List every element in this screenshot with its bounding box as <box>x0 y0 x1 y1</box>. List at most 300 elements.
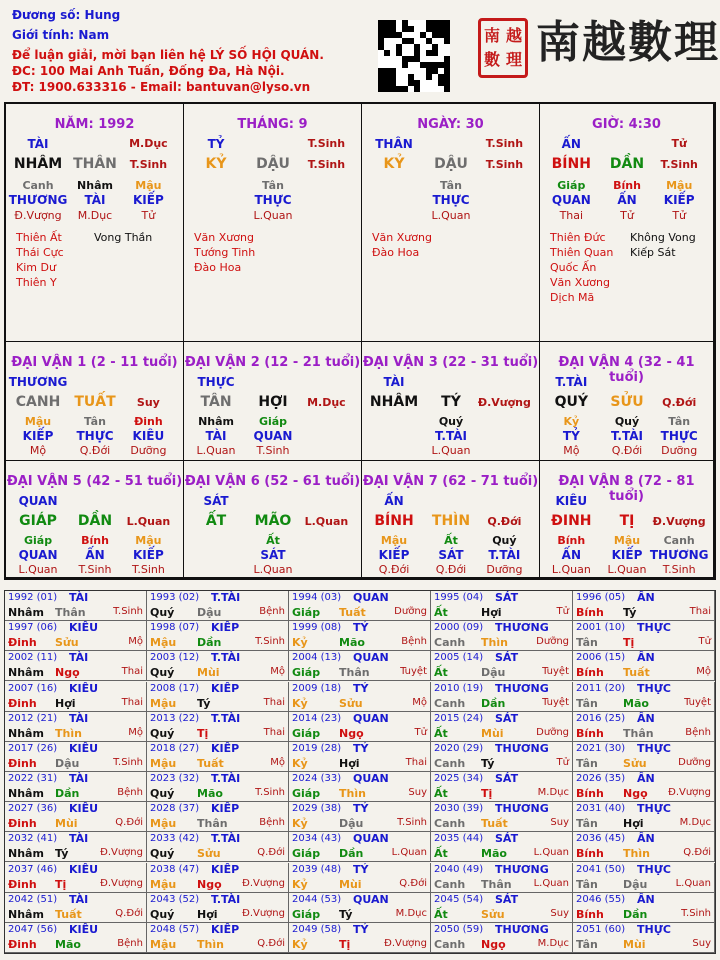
auxiliary-star: Thiên Y <box>16 276 57 289</box>
luck-hidden-stage: Dưỡng <box>486 563 523 576</box>
year-stage: Tử <box>556 606 569 617</box>
earthly-branch: THÂN <box>73 156 117 172</box>
luck-god: KIÊU <box>555 494 588 508</box>
year-cell[interactable] <box>5 832 147 862</box>
year-stage: Tuyệt <box>684 696 711 708</box>
year-god: THỰC <box>637 922 671 936</box>
luck-stem: BÍNH <box>374 513 414 529</box>
year-god: KIÊU <box>69 621 99 635</box>
year-branch: Tý <box>55 847 69 861</box>
luck-god: ẤN <box>384 494 404 508</box>
luck-branch: TỊ <box>619 513 635 529</box>
year-stem: Canh <box>434 696 466 710</box>
year-stem: Mậu <box>150 937 177 951</box>
year-branch: Dậu <box>481 666 506 680</box>
year-god: THƯƠNG <box>495 862 549 876</box>
year-god: TỶ <box>353 802 369 816</box>
year-cell[interactable] <box>147 802 289 832</box>
luck-hidden-stage: L.Quan <box>18 563 58 576</box>
year-cell[interactable] <box>289 712 431 742</box>
year-cell[interactable] <box>147 923 289 953</box>
luck-cycle-cell-6 <box>362 461 540 578</box>
year-label: 2039 (48) <box>292 863 342 875</box>
hidden-stage: Tử <box>672 209 687 222</box>
year-label: 2004 (13) <box>292 652 342 664</box>
auxiliary-star: Thiên Ất <box>16 231 62 244</box>
luck-hidden-stage: Dưỡng <box>130 444 167 457</box>
year-god: T.TÀI <box>211 591 241 604</box>
year-label: 2032 (41) <box>8 833 58 845</box>
year-label: 2011 (20) <box>576 682 626 694</box>
year-cell[interactable] <box>289 772 431 802</box>
luck-hidden-god: SÁT <box>438 548 464 562</box>
year-branch: Dần <box>197 636 222 650</box>
year-cell[interactable] <box>5 712 147 742</box>
year-branch: Sửu <box>481 907 505 921</box>
year-cell[interactable] <box>147 893 289 923</box>
year-label: 2042 (51) <box>8 893 58 905</box>
luck-hidden-stage: T.Sinh <box>256 444 290 457</box>
year-cell[interactable] <box>573 651 715 681</box>
year-label: 2035 (44) <box>434 833 484 845</box>
year-branch: Ngọ <box>339 726 364 740</box>
year-branch: Thìn <box>197 937 224 951</box>
luck-hidden-stem: Quý <box>614 415 640 428</box>
year-stem: Kỷ <box>292 756 308 770</box>
luck-hidden-stem: Giáp <box>23 534 53 547</box>
year-god: KIẾP <box>211 681 240 695</box>
year-stage: Bệnh <box>117 937 143 949</box>
year-cell[interactable] <box>289 742 431 772</box>
year-label: 2045 (54) <box>434 893 484 905</box>
year-cell[interactable] <box>573 772 715 802</box>
luck-hidden-god: QUAN <box>253 429 293 443</box>
year-stage: Suy <box>550 817 569 829</box>
year-branch: Tị <box>623 636 635 650</box>
year-cell[interactable] <box>147 832 289 862</box>
address-line: ĐC: 100 Mai Anh Tuấn, Đống Đa, Hà Nội. <box>12 64 285 78</box>
year-branch: Mùi <box>623 937 646 951</box>
hidden-stage: Đ.Vượng <box>14 209 62 222</box>
year-label: 2003 (12) <box>150 652 200 664</box>
year-label: 1998 (07) <box>150 622 200 634</box>
year-stem: Canh <box>434 817 466 831</box>
year-label: 2017 (26) <box>8 742 58 754</box>
year-god: KIẾP <box>211 621 240 635</box>
year-stem: Nhâm <box>8 847 44 861</box>
year-cell[interactable] <box>431 893 573 923</box>
year-branch: Dần <box>339 847 364 861</box>
year-cell[interactable] <box>5 742 147 772</box>
year-label: 2050 (59) <box>434 923 484 935</box>
luck-branch: TÝ <box>441 394 461 410</box>
luck-stage: Q.Đới <box>487 515 522 528</box>
year-stage: Bệnh <box>685 726 711 738</box>
year-god: THỰC <box>637 802 671 816</box>
year-cell[interactable] <box>573 591 715 621</box>
auxiliary-star: Không Vong <box>630 231 696 244</box>
year-god: TÀI <box>69 591 89 604</box>
year-stem: Ất <box>434 666 448 680</box>
heavenly-stem: BÍNH <box>551 156 591 172</box>
luck-cycle-heading: ĐẠI VẬN 6 (52 - 61 tuổi) <box>184 474 361 489</box>
luck-hidden-stage: L.Quan <box>253 563 293 576</box>
year-stem: Bính <box>576 787 604 800</box>
year-label: 2038 (47) <box>150 863 200 875</box>
year-god: SÁT <box>495 772 519 785</box>
chart-grid <box>4 102 716 580</box>
luck-hidden-stage: T.Sinh <box>78 563 112 576</box>
luck-hidden-god: T.TÀI <box>611 429 643 443</box>
year-cell[interactable] <box>289 682 431 712</box>
year-label: 2014 (23) <box>292 712 342 724</box>
year-stem: Đinh <box>8 937 37 951</box>
year-cell[interactable] <box>5 923 147 953</box>
luck-hidden-stage: Dưỡng <box>661 444 698 457</box>
year-stage: T.Sinh <box>255 787 285 798</box>
luck-god: QUAN <box>18 494 58 508</box>
year-cell[interactable] <box>573 712 715 742</box>
luck-branch: SỬU <box>610 394 644 410</box>
year-cell[interactable] <box>289 863 431 893</box>
hidden-stem: Tân <box>440 179 462 192</box>
year-god: TÀI <box>69 711 89 725</box>
year-cell[interactable] <box>147 742 289 772</box>
luck-cycle-heading: ĐẠI VẬN 3 (22 - 31 tuổi) <box>362 355 539 370</box>
luck-hidden-stage: Mộ <box>29 444 47 457</box>
luck-stem: GIÁP <box>19 513 57 529</box>
branch-stage: T.Sinh <box>129 158 168 171</box>
year-label: 1995 (04) <box>434 592 484 603</box>
phone-email-line[interactable]: ĐT: 1900.633316 - Email: bantuvan@lyso.vn <box>12 80 311 94</box>
hidden-god: KIẾP <box>133 193 164 207</box>
year-cell[interactable] <box>5 651 147 681</box>
year-branch: Tuất <box>197 756 224 770</box>
year-stage: Bệnh <box>401 636 427 648</box>
year-cell[interactable] <box>573 863 715 893</box>
year-god: ẤN <box>637 772 655 785</box>
year-branch: Thìn <box>339 787 366 800</box>
year-cell[interactable] <box>289 651 431 681</box>
year-god: QUAN <box>353 892 389 906</box>
hidden-stem: Bính <box>613 179 641 192</box>
year-stem: Tân <box>576 937 598 951</box>
year-stage: Tuyệt <box>542 666 569 678</box>
year-label: 2000 (09) <box>434 622 484 634</box>
year-god: THƯƠNG <box>495 741 549 755</box>
year-cell[interactable] <box>573 832 715 862</box>
luck-cycle-cell-0 <box>6 342 184 461</box>
year-label: 2010 (19) <box>434 682 484 694</box>
year-stem: Giáp <box>292 606 321 619</box>
year-cell[interactable] <box>573 742 715 772</box>
year-branch: Hợi <box>197 907 218 921</box>
year-cell[interactable] <box>431 863 573 893</box>
year-stage: Q.Đới <box>257 847 285 859</box>
luck-hidden-stem: Ất <box>266 534 280 547</box>
year-stem: Tân <box>576 696 598 710</box>
hidden-stage: M.Dục <box>77 209 113 222</box>
seal-char: 數 <box>483 50 500 69</box>
hidden-stem: Nhâm <box>77 179 113 192</box>
year-cell[interactable] <box>289 923 431 953</box>
year-cell[interactable] <box>431 832 573 862</box>
year-label: 2031 (40) <box>576 803 626 815</box>
year-stem: Nhâm <box>8 726 44 740</box>
year-stem: Quý <box>150 787 175 800</box>
year-stem: Ất <box>434 907 448 921</box>
year-stage: Đ.Vượng <box>668 787 711 798</box>
year-cell[interactable] <box>5 682 147 712</box>
year-label: 1994 (03) <box>292 592 342 603</box>
year-label: 2051 (60) <box>576 923 626 935</box>
luck-cycle-heading: ĐẠI VẬN 2 (12 - 21 tuổi) <box>184 355 361 370</box>
year-god: THỰC <box>637 681 671 695</box>
year-stage: Dưỡng <box>394 606 427 617</box>
year-stem: Canh <box>434 636 466 650</box>
owner-line <box>12 8 120 22</box>
year-stage: Bệnh <box>117 787 143 798</box>
year-cell[interactable] <box>147 591 289 621</box>
year-stem: Giáp <box>292 907 321 921</box>
year-cell[interactable] <box>573 682 715 712</box>
year-stage: Q.Đới <box>115 817 143 829</box>
luck-hidden-stage: Mộ <box>563 444 580 457</box>
year-god: QUAN <box>353 772 389 785</box>
luck-hidden-stem: Giáp <box>258 415 288 428</box>
year-stage: Suy <box>408 787 427 798</box>
year-stem: Tân <box>576 756 598 770</box>
year-label: 2027 (36) <box>8 803 58 815</box>
year-stem: Đinh <box>8 877 37 891</box>
year-branch: Thìn <box>481 636 508 650</box>
year-stem: Kỷ <box>292 817 308 831</box>
year-cell[interactable] <box>431 682 573 712</box>
year-branch: Thân <box>339 666 370 680</box>
year-label: 2043 (52) <box>150 893 200 905</box>
year-branch: Ngọ <box>55 666 80 680</box>
year-stem: Nhâm <box>8 666 44 680</box>
year-god: QUAN <box>353 651 389 665</box>
year-cell[interactable] <box>5 772 147 802</box>
year-stem: Giáp <box>292 726 321 740</box>
year-stage: M.Dục <box>679 817 711 829</box>
gender-line <box>12 28 109 42</box>
luck-cycle-heading: ĐẠI VẬN 4 (32 - 41 tuổi) <box>558 355 695 385</box>
year-label: 2019 (28) <box>292 742 342 754</box>
year-branch: Mão <box>197 787 223 800</box>
year-stage: Mộ <box>270 666 285 678</box>
hidden-stage: Tử <box>620 209 634 222</box>
year-stem: Nhâm <box>8 787 44 800</box>
year-branch: Mùi <box>197 666 220 680</box>
year-stage: M.Dục <box>537 787 569 798</box>
stem-stage: M.Dục <box>129 137 168 150</box>
year-label: 2028 (37) <box>150 803 200 815</box>
year-god: T.TÀI <box>211 651 241 665</box>
hidden-stem: Tân <box>262 179 284 192</box>
year-cell[interactable] <box>431 712 573 742</box>
year-god: SÁT <box>495 651 519 665</box>
year-stage: L.Quan <box>533 847 569 859</box>
pillar-heading: GIỜ: 4:30 <box>592 117 661 132</box>
auxiliary-star: Kiếp Sát <box>630 246 676 259</box>
year-stage: Thai <box>405 756 427 768</box>
year-cell[interactable] <box>147 651 289 681</box>
year-label: 2006 (15) <box>576 652 626 664</box>
year-god: THỰC <box>637 621 671 635</box>
year-stem: Canh <box>434 937 466 951</box>
year-cell[interactable] <box>289 621 431 651</box>
year-branch: Sửu <box>339 696 363 710</box>
year-cell[interactable] <box>147 712 289 742</box>
hidden-god: THƯƠNG <box>8 193 68 207</box>
year-branch: Tị <box>481 787 493 800</box>
luck-stem: QUÝ <box>554 394 589 410</box>
luck-hidden-stem: Canh <box>663 534 695 547</box>
year-god: SÁT <box>495 892 519 906</box>
hidden-stem: Canh <box>22 179 54 192</box>
year-stem: Bính <box>576 726 604 740</box>
year-stem: Nhâm <box>8 606 44 619</box>
year-stem: Đinh <box>8 756 37 770</box>
year-branch: Sửu <box>623 756 647 770</box>
year-label: 2001 (10) <box>576 622 626 634</box>
luck-god: TÀI <box>383 375 405 389</box>
year-god: TÀI <box>69 772 89 785</box>
year-stem: Ất <box>434 726 448 740</box>
year-branch: Thìn <box>623 847 650 861</box>
header <box>0 0 720 100</box>
earthly-branch: DẬU <box>434 156 468 172</box>
pillar-heading: NĂM: 1992 <box>54 117 135 132</box>
year-label: 2037 (46) <box>8 863 58 875</box>
year-label: 1997 (06) <box>8 622 58 634</box>
luck-hidden-stage: L.Quan <box>196 444 236 457</box>
year-stem: Ất <box>434 787 448 800</box>
year-god: TÀI <box>69 832 89 846</box>
year-label: 2009 (18) <box>292 682 342 694</box>
year-stem: Bính <box>576 907 604 921</box>
year-cell[interactable] <box>573 923 715 953</box>
year-stem: Giáp <box>292 847 321 861</box>
year-cell[interactable] <box>431 651 573 681</box>
year-cell[interactable] <box>431 923 573 953</box>
year-cell[interactable] <box>431 621 573 651</box>
year-stem: Canh <box>434 877 466 891</box>
year-stem: Nhâm <box>8 907 44 921</box>
year-label: 2007 (16) <box>8 682 58 694</box>
year-label: 2041 (50) <box>576 863 626 875</box>
year-label: 2013 (22) <box>150 712 200 724</box>
luck-hidden-god: SÁT <box>260 548 286 562</box>
year-stage: Dưỡng <box>678 756 711 768</box>
year-label: 2016 (25) <box>576 712 626 724</box>
luck-branch: MÃO <box>254 513 292 529</box>
year-cell[interactable] <box>147 772 289 802</box>
auxiliary-star: Vong Thần <box>94 231 153 244</box>
luck-branch: DẦN <box>77 513 113 529</box>
year-branch: Dần <box>55 787 80 800</box>
year-stage: M.Dục <box>537 937 569 949</box>
hidden-god: THỰC <box>432 193 470 207</box>
year-stage: Suy <box>692 937 711 949</box>
luck-stage: Đ.Vượng <box>477 396 531 409</box>
auxiliary-star: Dịch Mã <box>550 291 595 304</box>
seal-char: 越 <box>505 26 522 45</box>
year-stem: Quý <box>150 606 175 619</box>
luck-hidden-stem: Bính <box>557 534 586 547</box>
year-cell[interactable] <box>289 832 431 862</box>
luck-hidden-stem: Quý <box>438 415 464 428</box>
year-cell[interactable] <box>573 621 715 651</box>
luck-hidden-stage: L.Quan <box>551 563 591 576</box>
luck-hidden-stem: Đinh <box>134 415 163 428</box>
luck-branch: TUẤT <box>74 394 116 410</box>
luck-hidden-stage: T.Sinh <box>662 563 696 576</box>
year-cell[interactable] <box>147 682 289 712</box>
year-cell[interactable] <box>147 863 289 893</box>
qr-code-icon <box>378 20 450 92</box>
year-label: 2021 (30) <box>576 742 626 754</box>
year-stem: Tân <box>576 636 598 650</box>
year-cell[interactable] <box>5 802 147 832</box>
year-god: THƯƠNG <box>495 922 549 936</box>
year-label: 2012 (21) <box>8 712 58 724</box>
year-cell[interactable] <box>573 802 715 832</box>
year-label: 2023 (32) <box>150 773 200 784</box>
year-cell[interactable] <box>431 802 573 832</box>
luck-stage: L.Quan <box>126 515 171 528</box>
year-cell[interactable] <box>289 802 431 832</box>
year-label: 2008 (17) <box>150 682 200 694</box>
luck-stem: TÂN <box>200 394 232 410</box>
year-cell[interactable] <box>147 621 289 651</box>
year-cell[interactable] <box>431 772 573 802</box>
year-cell[interactable] <box>431 742 573 772</box>
year-god: QUAN <box>353 711 389 725</box>
luck-hidden-stage: L.Quan <box>607 563 647 576</box>
luck-stem: CANH <box>15 394 61 410</box>
hidden-stage: L.Quan <box>431 209 471 222</box>
year-branch: Tuất <box>339 606 366 619</box>
year-god: THƯƠNG <box>495 681 549 695</box>
year-branch: Hợi <box>55 696 76 710</box>
heavenly-stem: KỶ <box>205 156 227 172</box>
year-label: 2048 (57) <box>150 923 200 935</box>
year-cell[interactable] <box>5 591 147 621</box>
year-god: T.TÀI <box>211 832 241 846</box>
year-god: TÀI <box>69 651 89 665</box>
luck-cycle-cell-2 <box>362 342 540 461</box>
year-cell[interactable] <box>289 591 431 621</box>
year-stage: Dưỡng <box>536 636 569 648</box>
year-stem: Tân <box>576 877 598 891</box>
luck-hidden-stage: Q.Đới <box>378 563 410 576</box>
year-cell[interactable] <box>5 893 147 923</box>
year-cell[interactable] <box>573 893 715 923</box>
year-cell[interactable] <box>289 893 431 923</box>
year-cell[interactable] <box>5 621 147 651</box>
year-stage: L.Quan <box>675 877 711 889</box>
year-cell[interactable] <box>5 863 147 893</box>
year-stem: Mậu <box>150 817 177 831</box>
year-cell[interactable] <box>431 591 573 621</box>
contact-line: Để luận giải, mời bạn liên hệ LÝ SỐ HỘI QUÁN. <box>12 48 324 62</box>
year-stage: Mộ <box>696 666 711 678</box>
year-stage: Q.Đới <box>257 937 285 949</box>
year-stage: Tuyệt <box>542 696 569 708</box>
